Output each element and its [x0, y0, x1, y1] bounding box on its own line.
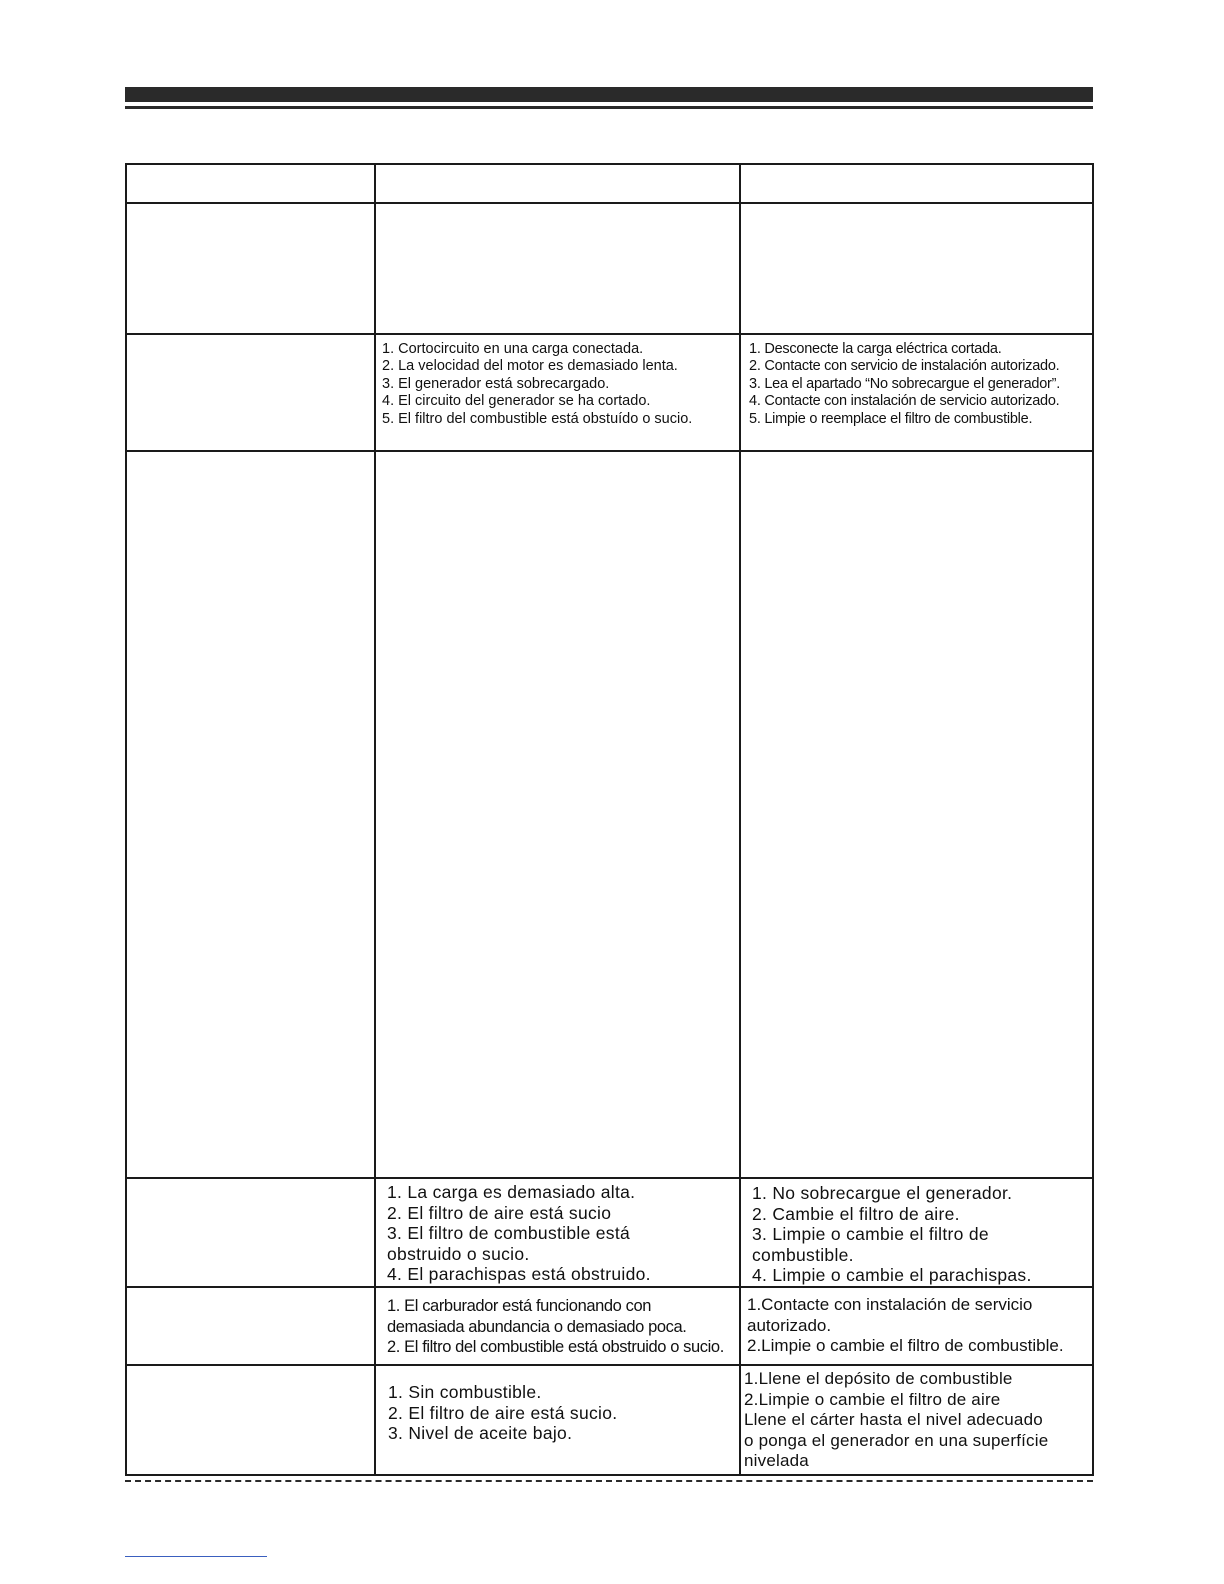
table-row: [126, 164, 1093, 203]
cause-cell: [375, 1178, 740, 1287]
solution-cell: [740, 1365, 1093, 1475]
list-item: 4. Contacte con instalación de servicio autorizado.: [749, 393, 1060, 410]
solution-list: [741, 335, 1092, 428]
list-item: 1. No sobrecargue el generador.: [752, 1183, 1013, 1203]
problem-cell: [126, 334, 375, 451]
footer-link-underline: [125, 1556, 267, 1557]
list-item: 1. Desconecte la carga eléctrica cortada.: [749, 341, 1002, 357]
problem-cell: [126, 164, 375, 203]
solution-cell: [740, 1178, 1093, 1287]
list-item: 1. Cortocircuito en una carga conectada.: [382, 341, 644, 357]
problem-cell: [126, 451, 375, 1178]
list-item: 2. Contacte con servicio de instalación autorizado.: [749, 358, 1060, 375]
list-item: 1. Sin combustible.: [388, 1381, 542, 1402]
table-row: [126, 334, 1093, 451]
cause-cell: [375, 203, 740, 334]
solution-cell: [740, 1287, 1093, 1365]
list-item: 2.Limpie o cambie el filtro de aire: [744, 1389, 1001, 1409]
list-item: 1. La carga es demasiado alta.: [387, 1182, 636, 1202]
solution-cell: [740, 334, 1093, 451]
cause-cell: [375, 164, 740, 203]
list-item: autorizado.: [747, 1315, 832, 1335]
list-item: 4. El circuito del generador se ha cortado.: [382, 393, 651, 410]
list-item: 4. Limpie o cambie el parachispas.: [752, 1265, 1032, 1286]
list-item: 4. El parachispas está obstruido.: [387, 1264, 651, 1285]
header-bar: [125, 87, 1093, 102]
footer-dashed-rule: [125, 1480, 1093, 1482]
list-item: 2.Limpie o cambie el filtro de combustible.: [747, 1336, 1064, 1356]
list-item: 1.Contacte con instalación de servicio: [747, 1294, 1033, 1314]
problem-cell: [126, 1178, 375, 1287]
solution-cell: [740, 203, 1093, 334]
list-item: 2. El filtro del combustible está obstruido o sucio.: [387, 1338, 724, 1357]
solution-cell: [740, 451, 1093, 1178]
table-row: [126, 1178, 1093, 1287]
table-row: [126, 203, 1093, 334]
cause-cell: [375, 1287, 740, 1365]
cause-list: [376, 1179, 739, 1285]
list-item: 2. La velocidad del motor es demasiado lenta.: [382, 358, 678, 375]
problem-cell: [126, 1287, 375, 1365]
solution-cell: [740, 164, 1093, 203]
cause-cell: [375, 334, 740, 451]
list-item: 2. El filtro de aire está sucio.: [388, 1402, 618, 1423]
problem-cell: [126, 203, 375, 334]
list-item: 3. El generador está sobrecargado.: [382, 375, 610, 392]
list-item: 3. Limpie o cambie el filtro de: [752, 1224, 989, 1245]
header-rule: [125, 106, 1093, 109]
list-item: nivelada: [744, 1451, 809, 1471]
solution-list: [741, 1366, 1092, 1472]
list-item: 1. El carburador está funcionando con: [387, 1296, 652, 1315]
list-item: 2. El filtro de aire está sucio: [387, 1202, 612, 1223]
troubleshooting-table: [125, 163, 1094, 1476]
list-item: 2. Cambie el filtro de aire.: [752, 1203, 960, 1224]
list-item: o ponga el generador en una superfície: [744, 1430, 1049, 1450]
cause-cell: [375, 451, 740, 1178]
table-row: [126, 451, 1093, 1178]
cause-list: [376, 335, 739, 428]
cause-list: [376, 1288, 739, 1358]
list-item: 3. Lea el apartado “No sobrecargue el generador”.: [749, 375, 1060, 392]
cause-list: [376, 1366, 739, 1444]
list-item: 5. El filtro del combustible está obstuído o sucio.: [382, 410, 693, 427]
problem-cell: [126, 1365, 375, 1475]
list-item: 5. Limpie o reemplace el filtro de combustible.: [749, 410, 1033, 427]
table-row: [126, 1287, 1093, 1365]
table-row: [126, 1365, 1093, 1475]
list-item: Llene el cárter hasta el nivel adecuado: [744, 1410, 1043, 1430]
cause-cell: [375, 1365, 740, 1475]
list-item: obstruido o sucio.: [387, 1243, 530, 1264]
list-item: 3. El filtro de combustible está: [387, 1223, 631, 1244]
list-item: combustible.: [752, 1244, 854, 1265]
list-item: 3. Nivel de aceite bajo.: [388, 1423, 573, 1444]
solution-list: [741, 1179, 1092, 1286]
list-item: 1.Llene el depósito de combustible: [744, 1368, 1013, 1388]
list-item: demasiada abundancia o demasiado poca.: [387, 1317, 687, 1336]
solution-list: [741, 1288, 1092, 1357]
